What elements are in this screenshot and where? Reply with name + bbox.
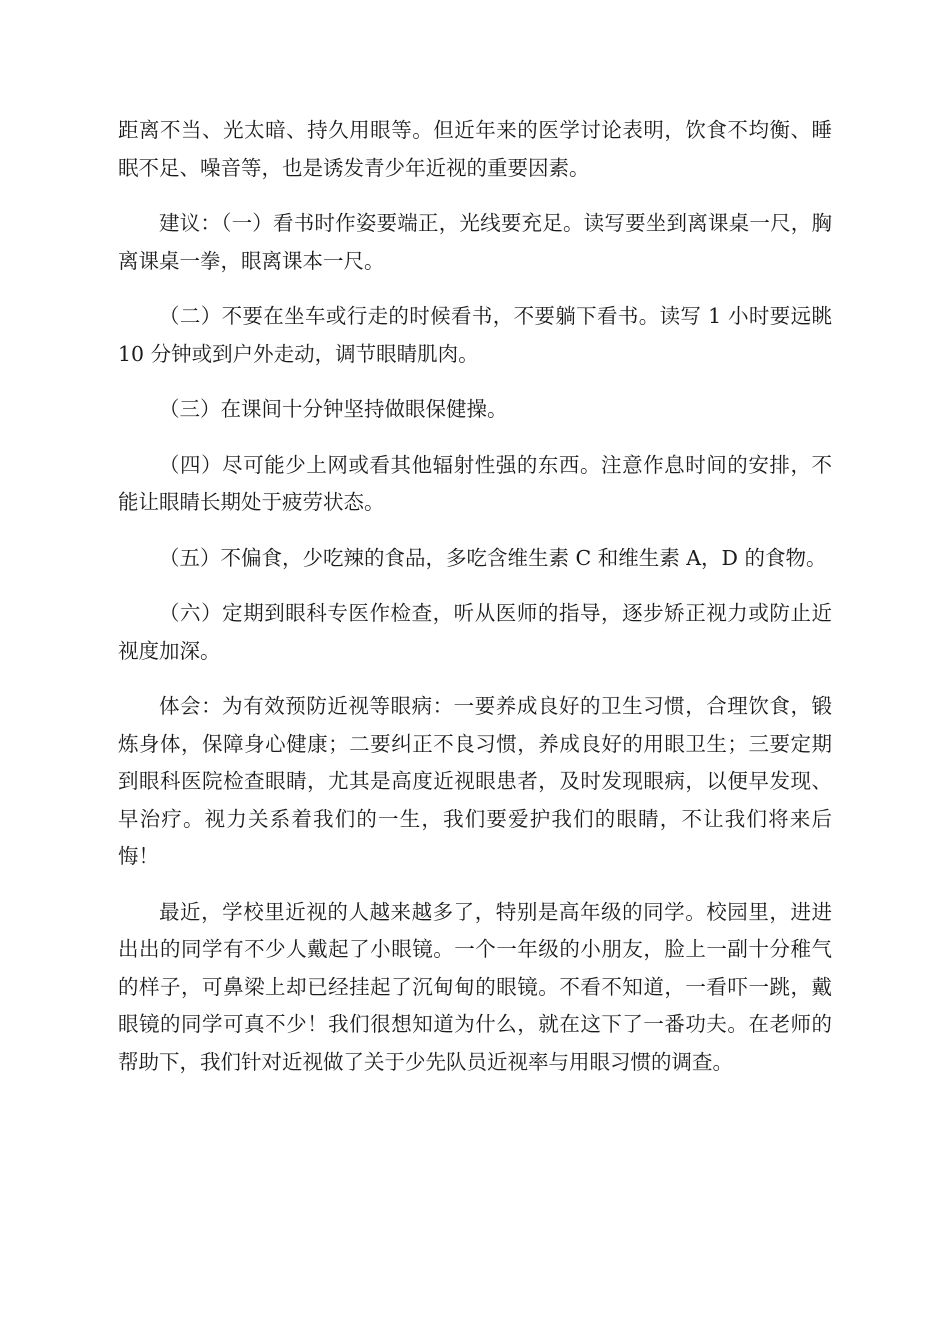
paragraph-suggestion-6: （六）定期到眼科专医作检查，听从医师的指导，逐步矫正视力或防止近视度加深。 bbox=[118, 601, 832, 663]
paragraph-survey-intro: 最近，学校里近视的人越来越多了，特别是高年级的同学。校园里，进进出出的同学有不少人戴起了小眼镜。一个一年级的小朋友，脸上一副十分稚气的样子，可鼻梁上却已经挂起了沉甸甸的眼镜。不看不知道，一看吓一跳，戴眼镜的同学可真不少！我们很想知道为什么，就在这下了一番功夫。在老师的帮助下，我们针对近视做了关于少先队员近视率与用眼习惯的调查。 bbox=[118, 899, 832, 1074]
paragraph-suggestion-5: （五）不偏食，少吃辣的食品，多吃含维生素 C 和维生素 A，D 的食物。 bbox=[159, 545, 827, 570]
paragraph-suggestion-1: 建议：（一）看书时作姿要端正，光线要充足。读写要坐到离课桌一尺，胸离课桌一拳，眼离课本一尺。 bbox=[118, 211, 832, 273]
paragraph-suggestion-2: （二）不要在坐车或行走的时候看书，不要躺下看书。读写 1 小时要远眺 10 分钟或到户外走动，调节眼睛肌肉。 bbox=[118, 304, 832, 366]
paragraph-reflection: 体会：为有效预防近视等眼病：一要养成良好的卫生习惯，合理饮食，锻炼身体，保障身心健康；二要纠正不良习惯，养成良好的用眼卫生；三要定期到眼科医院检查眼睛，尤其是高度近视眼患者，及时发现眼病，以便早发现、早治疗。视力关系着我们的一生，我们要爱护我们的眼睛，不让我们将来后悔！ bbox=[118, 694, 832, 868]
paragraph-suggestion-4: （四）尽可能少上网或看其他辐射性强的东西。注意作息时间的安排，不能让眼睛长期处于疲劳状态。 bbox=[118, 452, 832, 514]
paragraph-suggestion-3: （三）在课间十分钟坚持做眼保健操。 bbox=[159, 397, 508, 421]
document-body bbox=[118, 112, 832, 1099]
paragraph-causes: 距离不当、光太暗、持久用眼等。但近年来的医学讨论表明，饮食不均衡、睡眠不足、噪音等，也是诱发青少年近视的重要因素。 bbox=[118, 118, 832, 180]
